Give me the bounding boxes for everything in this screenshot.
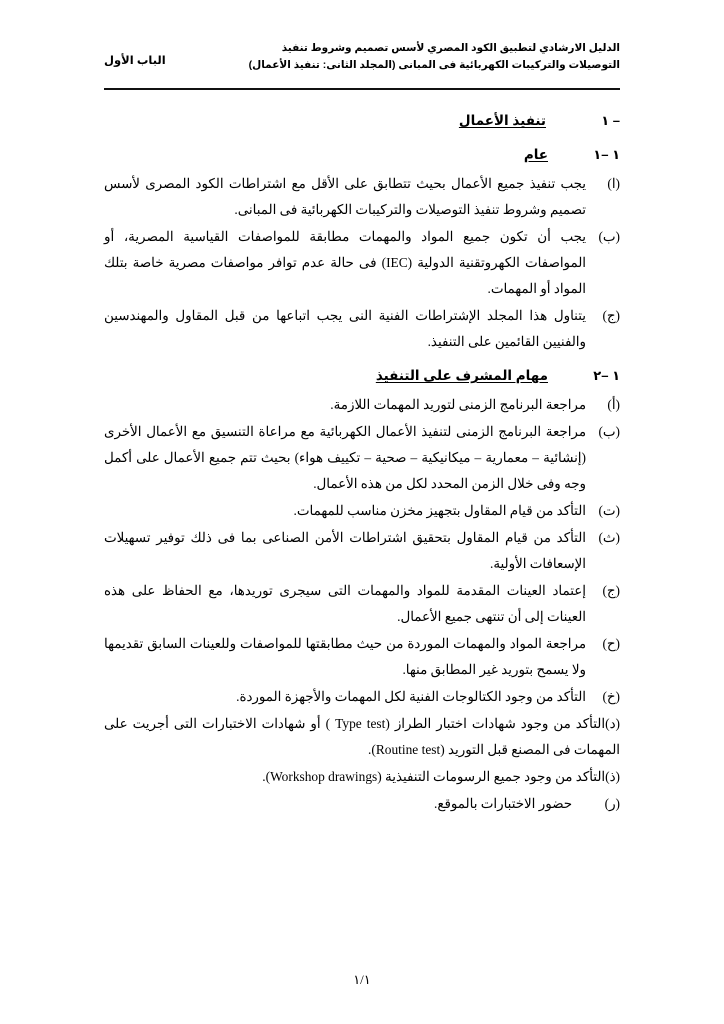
- list-item: [104, 171, 620, 223]
- list-item: [104, 303, 620, 355]
- section-heading-1-1: [104, 142, 620, 168]
- list-item-marker: (ر): [604, 796, 620, 811]
- list-item-marker: (ا): [607, 176, 620, 191]
- section-title-1-2: مهام المشرف على التنفيذ: [375, 368, 548, 383]
- list-item-text: (د)التأكد من وجود شهادات اختبار الطراز (Type test ) أو شهادات الاختبارات التى أجريت على المهمات فى المصنع قبل التوريد (Routine test).: [104, 716, 620, 757]
- page-header: [104, 40, 620, 86]
- document-body: [104, 100, 620, 817]
- section-heading-1-2: [104, 363, 620, 389]
- list-item-text: إعتماد العينات المقدمة للمواد والمهمات التى سيجرى توريدها، مع الحفاظ على هذه العينات إلى أن تنتهى جميع الأعمال.: [104, 583, 586, 624]
- section-number-1-2: ١ –٢: [593, 368, 620, 383]
- list-item-text: مراجعة البرنامج الزمنى لتوريد المهمات اللازمة.: [330, 397, 586, 412]
- list-item-marker: (ب): [598, 424, 620, 439]
- list-item-marker: (خ): [602, 689, 620, 704]
- list-item-text: حضور الاختبارات بالموقع.: [434, 796, 572, 811]
- section-number-1-1: ١ –١: [593, 147, 620, 162]
- list-item-marker: (ب): [598, 229, 620, 244]
- list-item: [104, 578, 620, 630]
- list-item-text: يجب أن تكون جميع المواد والمهمات مطابقة للمواصفات القياسية المصرية، أو المواصفات الكهروتقنية الدولية (IEC) فى حالة عدم توافر مواصفات مصرية خاصة بتلك المواد أو المهمات.: [104, 229, 587, 296]
- list-item: [104, 711, 620, 763]
- list-item-marker: (ج): [602, 308, 620, 323]
- header-title-line-1: الدليل الارشادي لتطبيق الكود المصري لأسس تصميم وشروط تنفيذ: [281, 42, 620, 54]
- list-item-marker: (ث): [598, 530, 620, 545]
- section-heading-1: [104, 108, 620, 134]
- list-item: [104, 224, 620, 302]
- list-item-text: مراجعة المواد والمهمات الموردة من حيث مطابقتها للمواصفات وللعينات السابق تقديمها ولا يسمح بتوريد غير المطابق منها.: [104, 636, 586, 677]
- list-item-text: يتناول هذا المجلد الإشتراطات الفنية النى يجب اتباعها من قبل المقاول والمهندسين والفنيين القائمين على التنفيذ.: [104, 308, 586, 349]
- list-item: [104, 764, 620, 790]
- list-item-marker: (ت): [598, 503, 620, 518]
- page-number: ١/١: [353, 972, 371, 987]
- list-item: [104, 791, 620, 817]
- list-item-text: التأكد من قيام المقاول بتجهيز مخزن مناسب للمهمات.: [293, 503, 586, 518]
- list-item: [104, 631, 620, 683]
- list-item: [104, 419, 620, 497]
- header-divider: [104, 88, 620, 90]
- list-item: [104, 684, 620, 710]
- header-title-block: [249, 40, 620, 74]
- list-item-text: مراجعة البرنامج الزمنى لتنفيذ الأعمال الكهربائية مع مراعاة التنسيق مع الأعمال الأخرى (إنشائية – معمارية – ميكانيكية – صحية – تكييف هواء) بحيث تتم جميع الأعمال على أكمل وجه وفى خلال الزمن المحدد لكل من هذه الأعمال.: [104, 424, 586, 491]
- list-item-text: التأكد من قيام المقاول بتحقيق اشتراطات الأمن الصناعى بما فى ذلك توفير تسهيلات الإسعافات الأولية.: [104, 530, 586, 571]
- section-title-1-1: عام: [523, 147, 548, 162]
- header-chapter-label: الباب الأول: [104, 55, 166, 67]
- list-item-text: يجب تنفيذ جميع الأعمال بحيث تتطابق على الأقل مع اشتراطات الكود المصرى لأسس تصميم وشروط تنفيذ التوصيلات والتركيبات الكهربائية فى المبانى.: [104, 176, 586, 217]
- list-item-marker: (ج): [602, 583, 620, 598]
- list-item-marker: (أ): [607, 397, 620, 412]
- list-item: [104, 525, 620, 577]
- section-number-1: ١ –: [601, 113, 620, 128]
- list-item-text: (ذ)التأكد من وجود جميع الرسومات التنفيذية (Workshop drawings).: [262, 769, 620, 784]
- list-item: [104, 392, 620, 418]
- header-title-line-2: التوصيلات والتركيبات الكهربائية فى المبانى (المجلد الثانى: تنفيذ الأعمال): [248, 59, 620, 71]
- list-item-marker: (ح): [602, 636, 620, 651]
- list-item-text: التأكد من وجود الكتالوجات الفنية لكل المهمات والأجهزة الموردة.: [236, 689, 586, 704]
- section-title-1: تنفيذ الأعمال: [458, 113, 546, 128]
- list-item: [104, 498, 620, 524]
